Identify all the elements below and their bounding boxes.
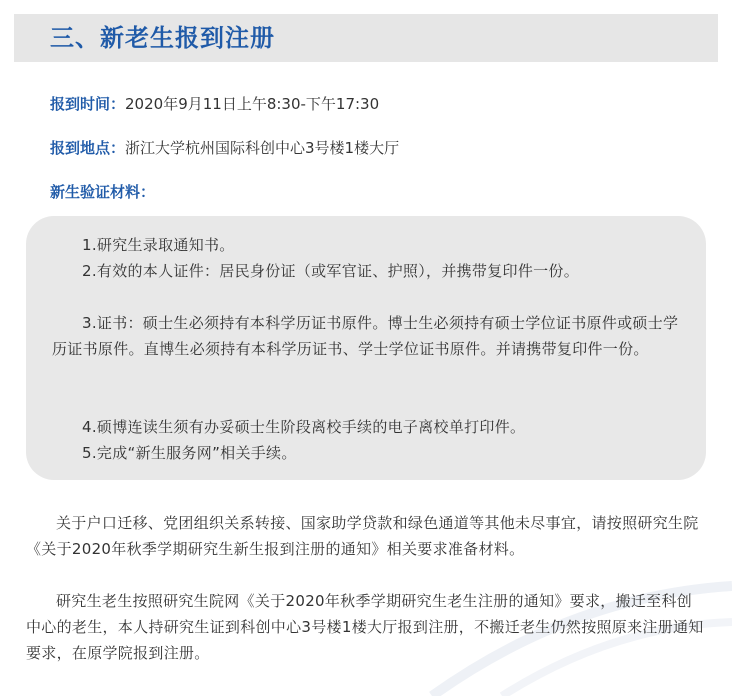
section-title: 三、新老生报到注册 [50, 24, 275, 52]
materials-heading [50, 182, 155, 202]
registration-place-label: 报到地点： [50, 139, 126, 157]
paragraph-returning-students: 研究生老生按照研究生院网《关于2020年秋季学期研究生老生注册的通知》要求，搬迁至科创中心的老生，本人持研究生证到科创中心3号楼1楼大厅报到注册，不搬迁老生仍然按照原来注册通知要求，在原学院报到注册。 [26, 592, 704, 662]
registration-time-label: 报到时间： [50, 95, 126, 113]
registration-time [50, 94, 379, 114]
materials-heading-label: 新生验证材料： [50, 183, 156, 201]
registration-place [50, 138, 399, 158]
paragraph-other-matters: 关于户口迁移、党团组织关系转接、国家助学贷款和绿色通道等其他未尽事宜，请按照研究生院《关于2020年秋季学期研究生新生报到注册的通知》相关要求准备材料。 [26, 514, 699, 558]
materials-box [26, 216, 706, 480]
section-header [14, 14, 718, 62]
registration-time-value: 2020年9月11日上午8:30-下午17:30 [125, 95, 380, 113]
registration-place-value: 浙江大学杭州国际科创中心3号楼1楼大厅 [125, 139, 400, 157]
material-item-1: 1.研究生录取通知书。 [82, 236, 235, 254]
material-item-5: 5.完成“新生服务网”相关手续。 [82, 444, 297, 462]
material-item-2: 2.有效的本人证件：居民身份证（或军官证、护照），并携带复印件一份。 [82, 262, 580, 280]
material-item-3: 3.证书：硕士生必须持有本科学历证书原件。博士生必须持有硕士学位证书原件或硕士学历证书原件。直博生必须持有本科学历证书、学士学位证书原件。并请携带复印件一份。 [52, 314, 679, 358]
material-item-4: 4.硕博连读生须有办妥硕士生阶段离校手续的电子离校单打印件。 [82, 418, 526, 436]
